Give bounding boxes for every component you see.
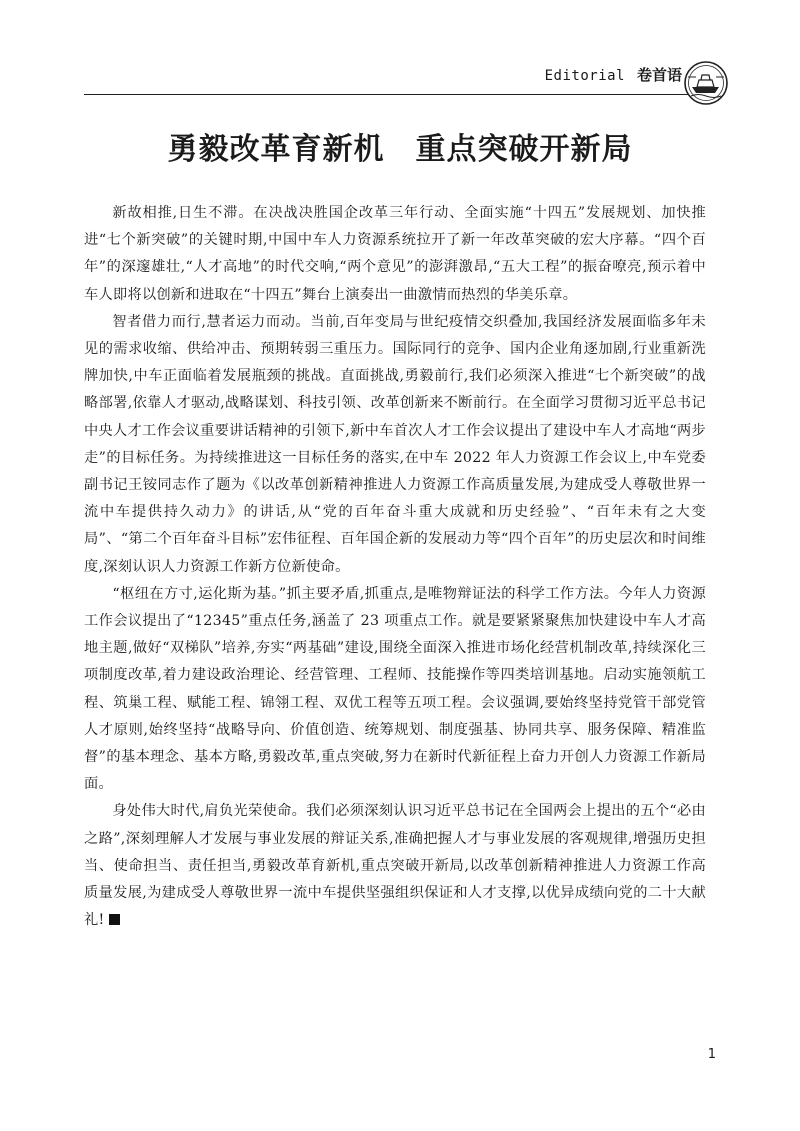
- page-number: 1: [707, 1047, 716, 1062]
- paragraph-4: [84, 798, 706, 934]
- paragraph-2: 智者借力而行,慧者运力而动。当前,百年变局与世纪疫情交织叠加,我国经济发展面临多年未见的需求收缩、供给冲击、预期转弱三重压力。国际同行的竞争、国内企业角逐加剧,行业重新洗牌加快,中车正面临着发展瓶颈的挑战。直面挑战,勇毅前行,我们必须深入推进“七个新突破”的战略部署,依靠人才驱动,战略谋划、科技引领、改革创新来不断前行。在全面学习贯彻习近平总书记中央人才工作会议重要讲话精神的引领下,新中车首次人才工作会议提出了建设中车人才高地“两步走”的目标任务。为持续推进这一目标任务的落实,在中车 2022 年人力资源工作会议上,中车党委副书记王铵同志作了题为《以改革创新精神推进人力资源工作高质量发展,为建成受人尊敬世界一流中车提供持久动力》的讲话,从“党的百年奋斗重大成就和历史经验”、“百年未有之大变局”、“第二个百年奋斗目标”宏伟征程、百年国企新的发展动力等“四个百年”的历史层次和时间维度,深刻认识人力资源工作新方位新使命。: [84, 313, 706, 575]
- running-header: [0, 58, 800, 108]
- header-rule: [84, 94, 706, 95]
- header-label-en: Editorial: [544, 68, 625, 84]
- paragraph-4-text: 身处伟大时代,肩负光荣使命。我们必须深刻认识习近平总书记在全国两会上提出的五个“必由之路”,深刻理解人才发展与事业发展的辩证关系,准确把握人才与事业发展的客观规律,增强历史担当、使命担当、责任担当,勇毅改革育新机,重点突破开新局,以改革创新精神推进人力资源工作高质量发展,为建成受人尊敬世界一流中车提供坚强组织保证和人才支撑,以优异成绩向党的二十大献礼!: [84, 803, 706, 929]
- article-body: [84, 200, 706, 934]
- paragraph-3: “枢纽在方寸,运化斯为基。”抓主要矛盾,抓重点,是唯物辩证法的科学工作方法。今年人力资源工作会议提出了“12345”重点任务,涵盖了 23 项重点工作。就是要紧紧聚焦加快建设中车人才高地主题,做好“双梯队”培养,夯实“两基础”建设,围绕全面深入推进市场化经营机制改革,持续深化三项制度改革,着力建设政治理论、经营管理、工程师、技能操作等四类培训基地。启动实施领航工程、筑巢工程、赋能工程、锦翎工程、双优工程等五项工程。会议强调,要始终坚持党管干部党管人才原则,始终坚持“战略导向、价值创造、统筹规划、制度强基、协同共享、服务保障、精准监督”的基本理念、基本方略,勇毅改革,重点突破,努力在新时代新征程上奋力开创人力资源工作新局面。: [84, 585, 706, 793]
- header-label: [545, 64, 682, 85]
- ship-emblem-icon: [683, 60, 729, 106]
- header-label-zh: 卷首语: [636, 66, 682, 84]
- paragraph-1: 新故相推,日生不滞。在决战决胜国企改革三年行动、全面实施“十四五”发展规划、加快推进“七个新突破”的关键时期,中国中车人力资源系统拉开了新一年改革突破的宏大序幕。“四个百年”的深邃雄壮,“人才高地”的时代交响,“两个意见”的澎湃激昂,“五大工程”的振奋嘹亮,预示着中车人即将以创新和进取在“十四五”舞台上演奏出一曲激情而热烈的华美乐章。: [84, 205, 706, 303]
- article-title: 勇毅改革育新机 重点突破开新局: [167, 132, 633, 167]
- end-mark-icon: [109, 914, 120, 925]
